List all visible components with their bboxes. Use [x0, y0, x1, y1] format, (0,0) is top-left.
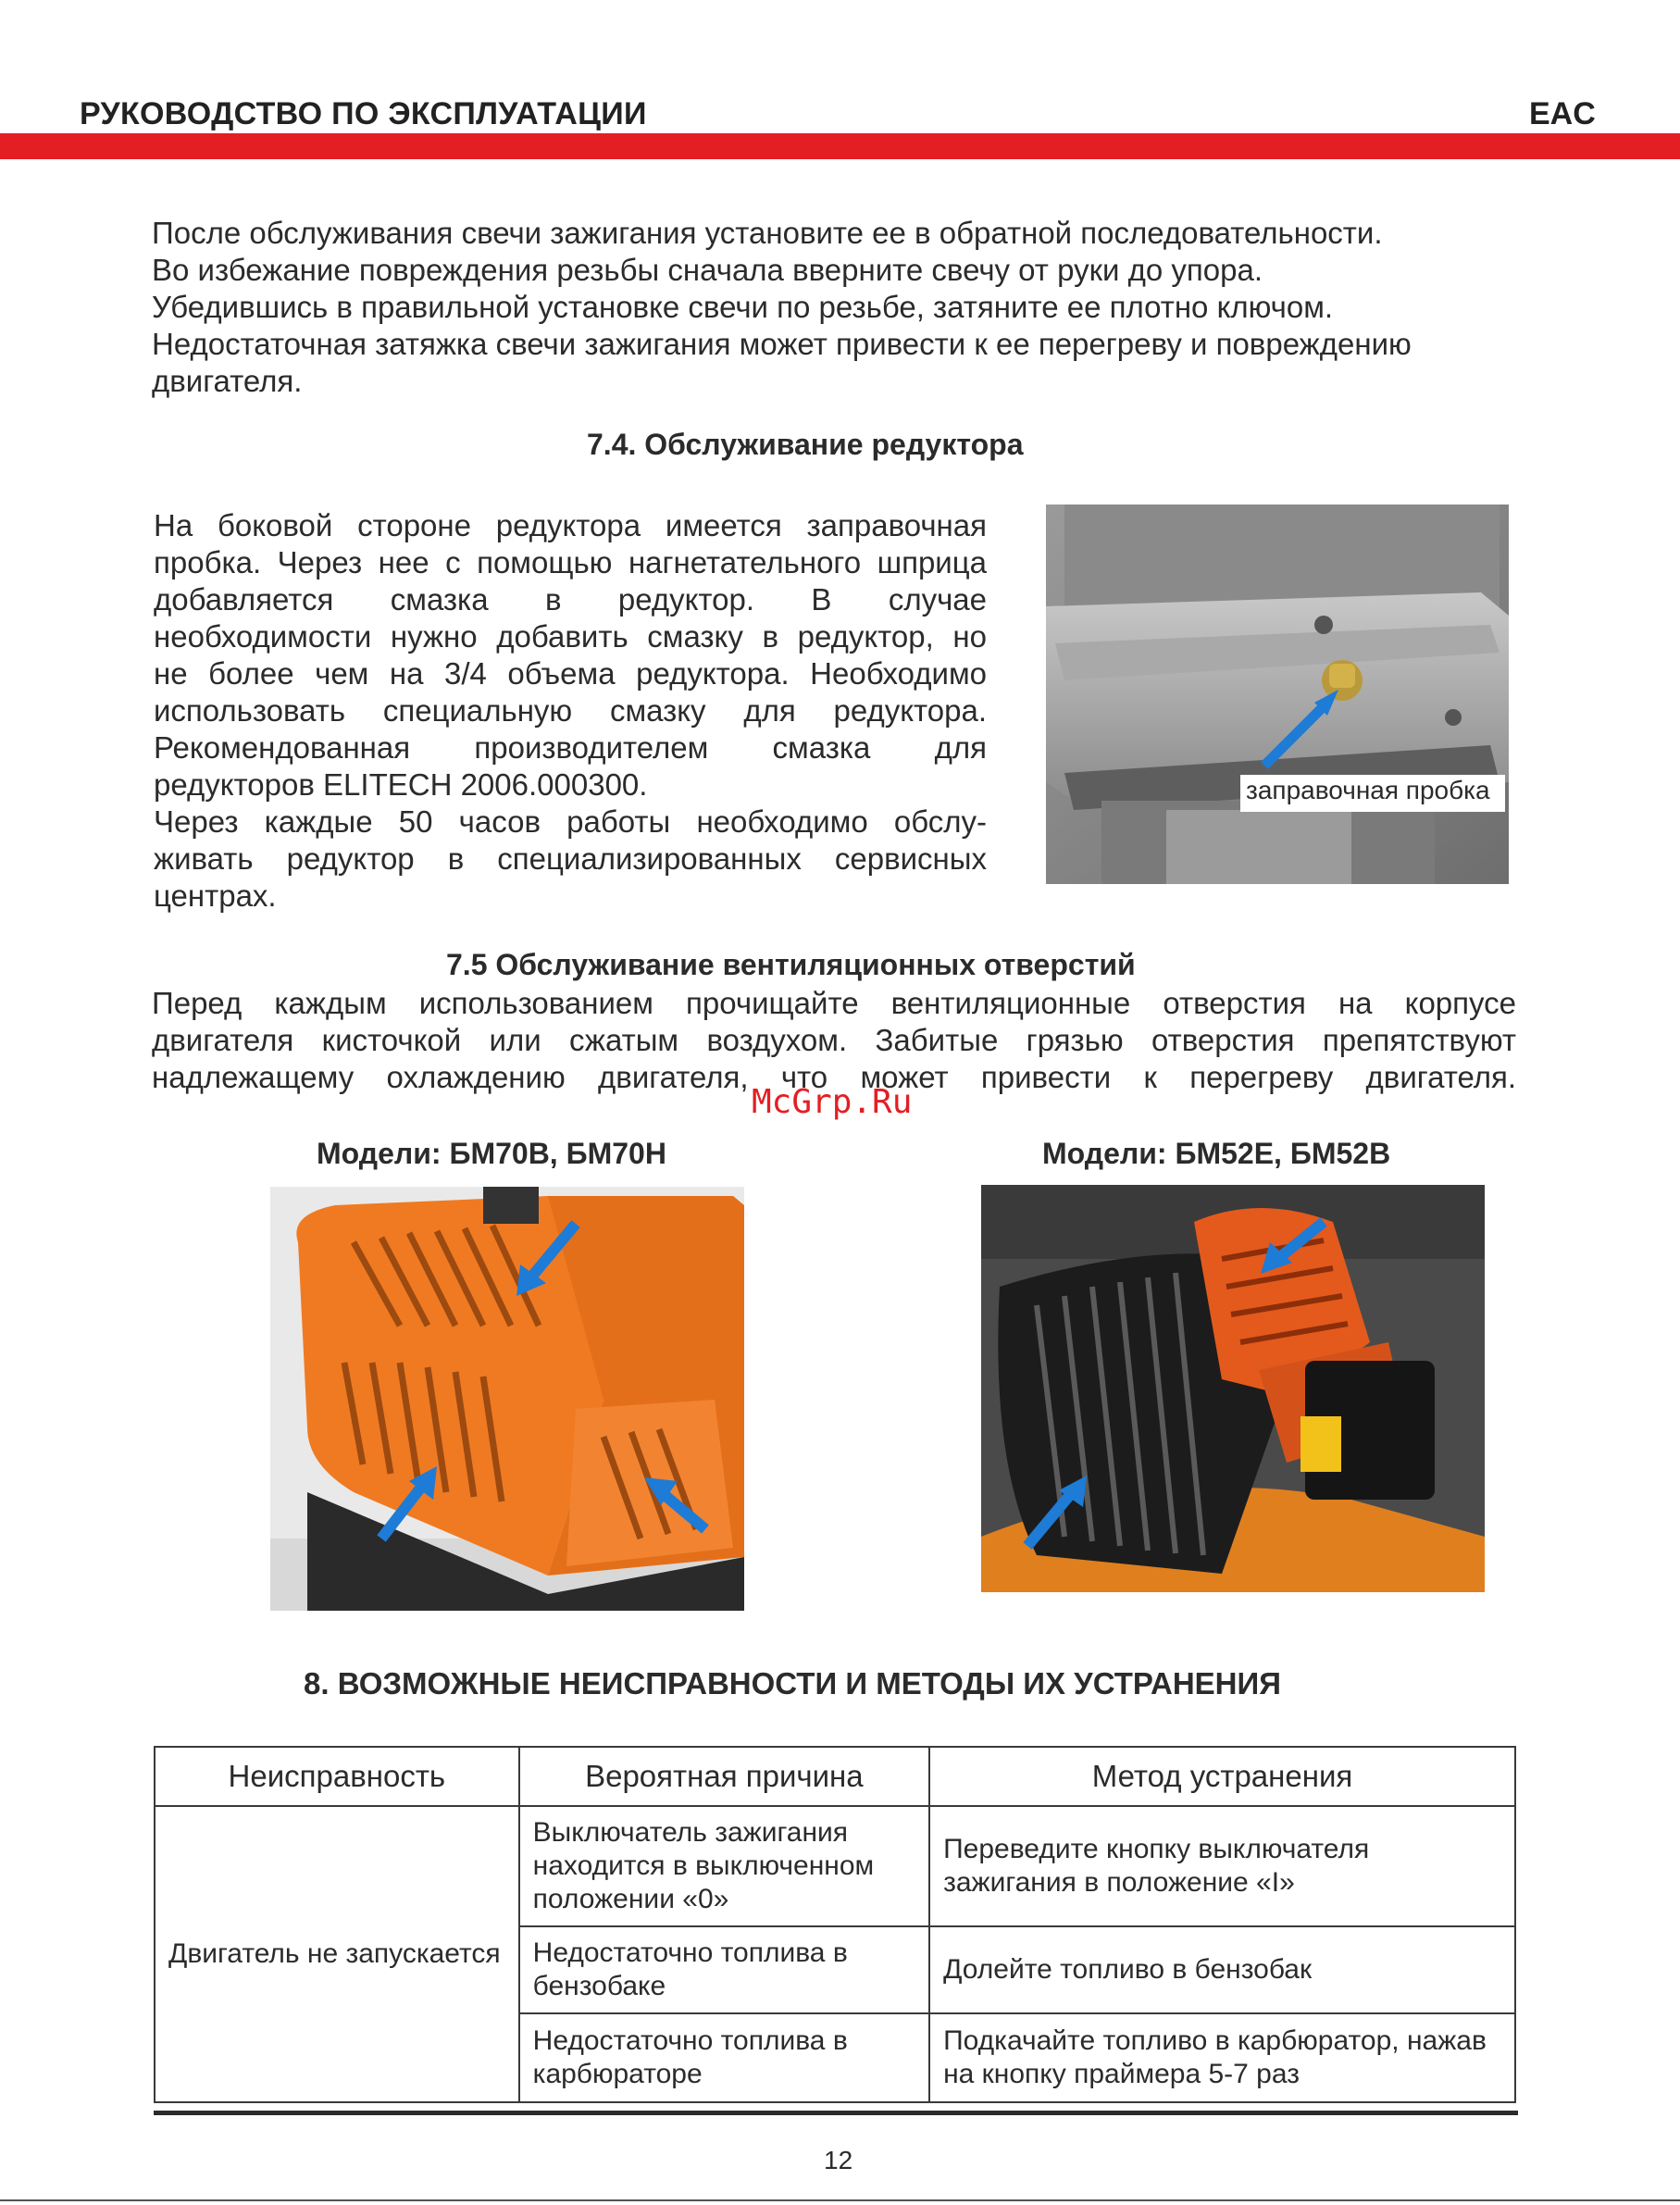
- section-7-5-title: 7.5 Обслуживание вентиляционных отверстий: [446, 948, 1136, 981]
- column-header: Вероятная причина: [519, 1747, 929, 1806]
- models-left-caption: Модели: БМ70В, БМ70Н: [317, 1137, 666, 1170]
- gearbox-photo: [1046, 505, 1509, 884]
- page-bottom-line: [0, 2199, 1680, 2201]
- remedy-cell: Переведите кнопку выключателя зажигания в положение «I»: [929, 1806, 1515, 1926]
- text-line: редукторов ELITECH 2006.000300.: [154, 767, 648, 802]
- text-line: необходимости нужно добавить смазку в редуктор, но: [154, 619, 987, 654]
- text-line: надлежащему охлаждению двигателя, что может привести к перегреву двигателя.: [152, 1060, 1516, 1094]
- text-line: центрах.: [154, 878, 277, 913]
- orange-engine-illustration: [270, 1187, 744, 1611]
- section-7-4-paragraph: [154, 507, 987, 915]
- intro-line: Убедившись в правильной установке свечи по резьбе, затяните ее плотно ключом.: [152, 290, 1334, 324]
- text-line: Через каждые 50 часов работы необходимо обслу-: [154, 804, 987, 839]
- intro-line: После обслуживания свечи зажигания установите ее в обратной последовательности.: [152, 216, 1383, 250]
- remedy-cell: Подкачайте топливо в карбюратор, нажав на кнопку праймера 5-7 раз: [929, 2013, 1515, 2102]
- section-7-5-paragraph: [152, 985, 1516, 1096]
- page-number: 12: [824, 2146, 853, 2174]
- table-bottom-rule: [154, 2111, 1518, 2115]
- column-header: Метод устранения: [929, 1747, 1515, 1806]
- remedy-cell: Долейте топливо в бензобак: [929, 1926, 1515, 2013]
- gearbox-illustration: [1046, 505, 1509, 884]
- fault-cell: Двигатель не запускается: [155, 1806, 519, 2102]
- intro-line: двигателя.: [152, 364, 303, 398]
- text-line: добавляется смазка в редуктор. В случае: [154, 582, 987, 617]
- text-line: использовать специальную смазку для редуктора.: [154, 693, 987, 728]
- section-7-4-title: 7.4. Обслуживание редуктора: [587, 428, 1024, 461]
- engine-photo-bm70: [270, 1187, 744, 1611]
- cause-cell: Выключатель зажигания находится в выключенном положении «0»: [519, 1806, 929, 1926]
- cause-cell: Недостаточно топлива в бензобаке: [519, 1926, 929, 2013]
- watermark: McGrp.Ru: [752, 1083, 913, 1121]
- text-line: пробка. Через нее с помощью нагнетательного шприца: [154, 545, 987, 579]
- intro-line: Во избежание повреждения резьбы сначала вверните свечу от руки до упора.: [152, 253, 1263, 287]
- black-engine-illustration: [981, 1185, 1485, 1592]
- text-line: На боковой стороне редуктора имеется заправочная: [154, 508, 987, 542]
- text-line: Перед каждым использованием прочищайте вентиляционные отверстия на корпусе: [152, 986, 1516, 1020]
- text-line: Рекомендованная производителем смазка для: [154, 730, 987, 765]
- eac-mark: EAC: [1529, 96, 1596, 131]
- table-header-row: [155, 1747, 1515, 1806]
- faults-table: [154, 1746, 1516, 2103]
- intro-paragraph: [152, 215, 1522, 400]
- header-red-bar: [0, 133, 1680, 159]
- table-row: [155, 1806, 1515, 1926]
- cause-cell: Недостаточно топлива в карбюраторе: [519, 2013, 929, 2102]
- header-title: РУКОВОДСТВО ПО ЭКСПЛУАТАЦИИ: [80, 96, 647, 131]
- section-8-title: 8. ВОЗМОЖНЫЕ НЕИСПРАВНОСТИ И МЕТОДЫ ИХ УСТРАНЕНИЯ: [304, 1666, 1281, 1700]
- intro-line: Недостаточная затяжка свечи зажигания может привести к ее перегреву и повреждению: [152, 327, 1412, 361]
- models-right-caption: Модели: БМ52Е, БМ52В: [1042, 1137, 1391, 1170]
- text-line: не более чем на 3/4 объема редуктора. Необходимо: [154, 656, 987, 691]
- engine-photo-bm52: [981, 1185, 1485, 1592]
- text-line: двигателя кисточкой или сжатым воздухом. Забитые грязью отверстия препятствуют: [152, 1023, 1516, 1057]
- photo-label: заправочная пробка: [1246, 776, 1490, 804]
- column-header: Неисправность: [155, 1747, 519, 1806]
- text-line: живать редуктор в специализированных сервисных: [154, 841, 987, 876]
